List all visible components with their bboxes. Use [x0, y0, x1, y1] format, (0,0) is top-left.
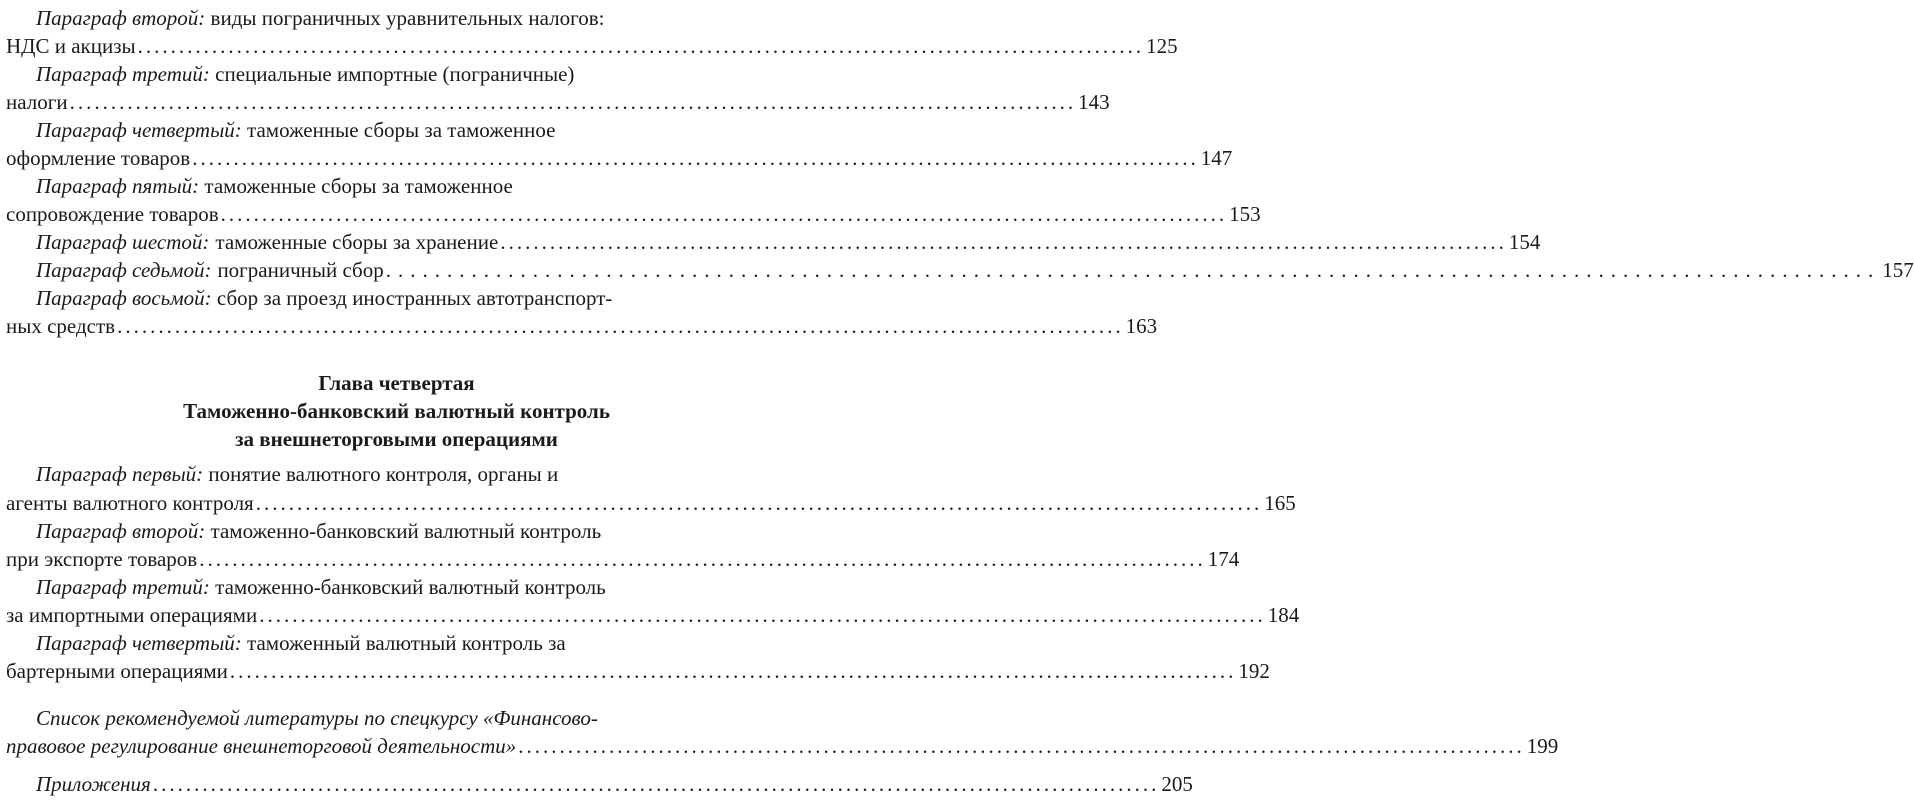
toc-entry-last-line[interactable]	[6, 657, 1270, 685]
toc-entry-text: таможенные сборы за таможенное	[204, 174, 513, 198]
toc-entry-text: таможенные сборы за таможенное	[247, 118, 556, 142]
toc-entry-text: при экспорте товаров	[6, 547, 198, 571]
leader-dots: ..........................................................................................................................	[137, 34, 1145, 58]
chapter-title: за внешнеторговыми операциями	[235, 427, 558, 451]
toc-entry-first-line	[6, 284, 789, 312]
page-number: 153	[1229, 202, 1261, 226]
leader-dots: ..........................................................................................................................	[220, 202, 1228, 226]
toc-entry-label: Параграф третий:	[36, 62, 210, 86]
toc-entry-label: Параграф четвертый:	[36, 118, 242, 142]
leader-dots: ..........................................................................................................................	[69, 90, 1077, 114]
page-number: 165	[1264, 491, 1296, 515]
toc-entry-text: таможенно-банковский валютный контроль	[215, 575, 606, 599]
leader-dots: ..........................................................................................................................	[385, 258, 1881, 282]
page-number: 192	[1238, 659, 1270, 683]
toc-entry-last-line[interactable]	[6, 545, 1240, 573]
page-number: 154	[1508, 230, 1541, 254]
toc-entry-text: сбор за проезд иностранных автотранспорт-	[216, 286, 613, 310]
page-number: 199	[1526, 734, 1559, 758]
toc-entry-text: ных средств	[6, 314, 116, 338]
toc-entry-first-line	[6, 116, 789, 144]
page-number: 205	[1161, 772, 1193, 796]
toc-entry-last-line[interactable]	[6, 88, 1110, 116]
toc-entry-text: таможенный валютный контроль за	[247, 631, 566, 655]
toc-entry-text: виды пограничных уравнительных налогов:	[210, 6, 605, 30]
toc-entry-label: Параграф седьмой:	[36, 258, 212, 282]
toc-entry-text: пограничный сбор	[217, 258, 384, 282]
toc-entry-single-line[interactable]	[6, 228, 1541, 256]
toc-entry-last-line[interactable]	[6, 601, 1300, 629]
toc-entry-text: таможенно-банковский валютный контроль	[210, 519, 602, 543]
toc-entry-first-line	[6, 4, 789, 32]
bibliography-first-line	[6, 704, 789, 732]
leader-dots: ..........................................................................................................................	[152, 772, 1160, 796]
toc-entry-first-line	[6, 172, 789, 200]
toc-entry-text: сопровождение товаров	[6, 202, 219, 226]
toc-entry-label: Параграф первый:	[36, 462, 204, 486]
leader-dots: ..........................................................................................................................	[255, 491, 1263, 515]
toc-entry-first-line	[6, 629, 789, 657]
bibliography-text: Список рекомендуемой литературы по спецкурсу «Финансово-	[36, 706, 598, 730]
toc-entry-last-line[interactable]	[6, 200, 1261, 228]
toc-entry-first-line	[6, 517, 789, 545]
toc-entry-text: бартерными операциями	[6, 659, 228, 683]
toc-entry-text: НДС и акцизы	[6, 34, 136, 58]
toc-entry-last-line[interactable]	[6, 144, 1233, 172]
leader-dots: ..........................................................................................................................	[199, 547, 1206, 571]
page-number: 147	[1200, 146, 1233, 170]
leader-dots: ..........................................................................................................................	[192, 146, 1199, 170]
bibliography-text: правовое регулирование внешнеторговой деятельности»	[6, 734, 517, 758]
toc-entry-label: Параграф четвертый:	[36, 631, 242, 655]
toc-entry-last-line[interactable]	[6, 32, 1178, 60]
appendices-line[interactable]	[6, 770, 1193, 798]
toc-entry-label: Параграф шестой:	[36, 230, 210, 254]
leader-dots: ..........................................................................................................................	[259, 603, 1266, 627]
page-number: 143	[1078, 90, 1110, 114]
toc-entry-text: оформление товаров	[6, 146, 191, 170]
toc-entry-label: Параграф второй:	[36, 6, 206, 30]
leader-dots: ..........................................................................................................................	[518, 734, 1525, 758]
page-number: 184	[1267, 603, 1300, 627]
toc-entry-first-line	[6, 60, 789, 88]
toc-entry-first-line	[6, 460, 789, 488]
bibliography-last-line[interactable]	[6, 732, 1559, 760]
toc-entry-text: агенты валютного контроля	[6, 491, 254, 515]
toc-entry-single-line[interactable]	[6, 256, 1914, 284]
toc-entry-label: Параграф пятый:	[36, 174, 200, 198]
toc-entry-last-line[interactable]	[6, 312, 1158, 340]
leader-dots: ..........................................................................................................................	[117, 314, 1124, 338]
leader-dots: ..........................................................................................................................	[500, 230, 1507, 254]
toc-entry-label: Параграф третий:	[36, 575, 210, 599]
page-number: 125	[1146, 34, 1178, 58]
toc-entry-text: за импортными операциями	[6, 603, 258, 627]
toc-entry-label: Параграф второй:	[36, 519, 206, 543]
page-number: 163	[1125, 314, 1158, 338]
page-number: 174	[1207, 547, 1240, 571]
toc-entry-text: налоги	[6, 90, 68, 114]
toc-entry-label: Параграф восьмой:	[36, 286, 212, 310]
chapter-title: Таможенно-банковский валютный контроль	[183, 399, 610, 423]
toc-entry-text: таможенные сборы за хранение	[215, 230, 499, 254]
page-number: 157	[1882, 258, 1914, 282]
chapter-number: Глава четвертая	[318, 371, 475, 395]
toc-entry-first-line	[6, 573, 789, 601]
toc-entry-last-line[interactable]	[6, 489, 1296, 517]
appendices-title: Приложения	[36, 772, 151, 796]
leader-dots: ..........................................................................................................................	[229, 659, 1237, 683]
toc-entry-text: специальные импортные (пограничные)	[215, 62, 575, 86]
toc-entry-text: понятие валютного контроля, органы и	[208, 462, 559, 486]
